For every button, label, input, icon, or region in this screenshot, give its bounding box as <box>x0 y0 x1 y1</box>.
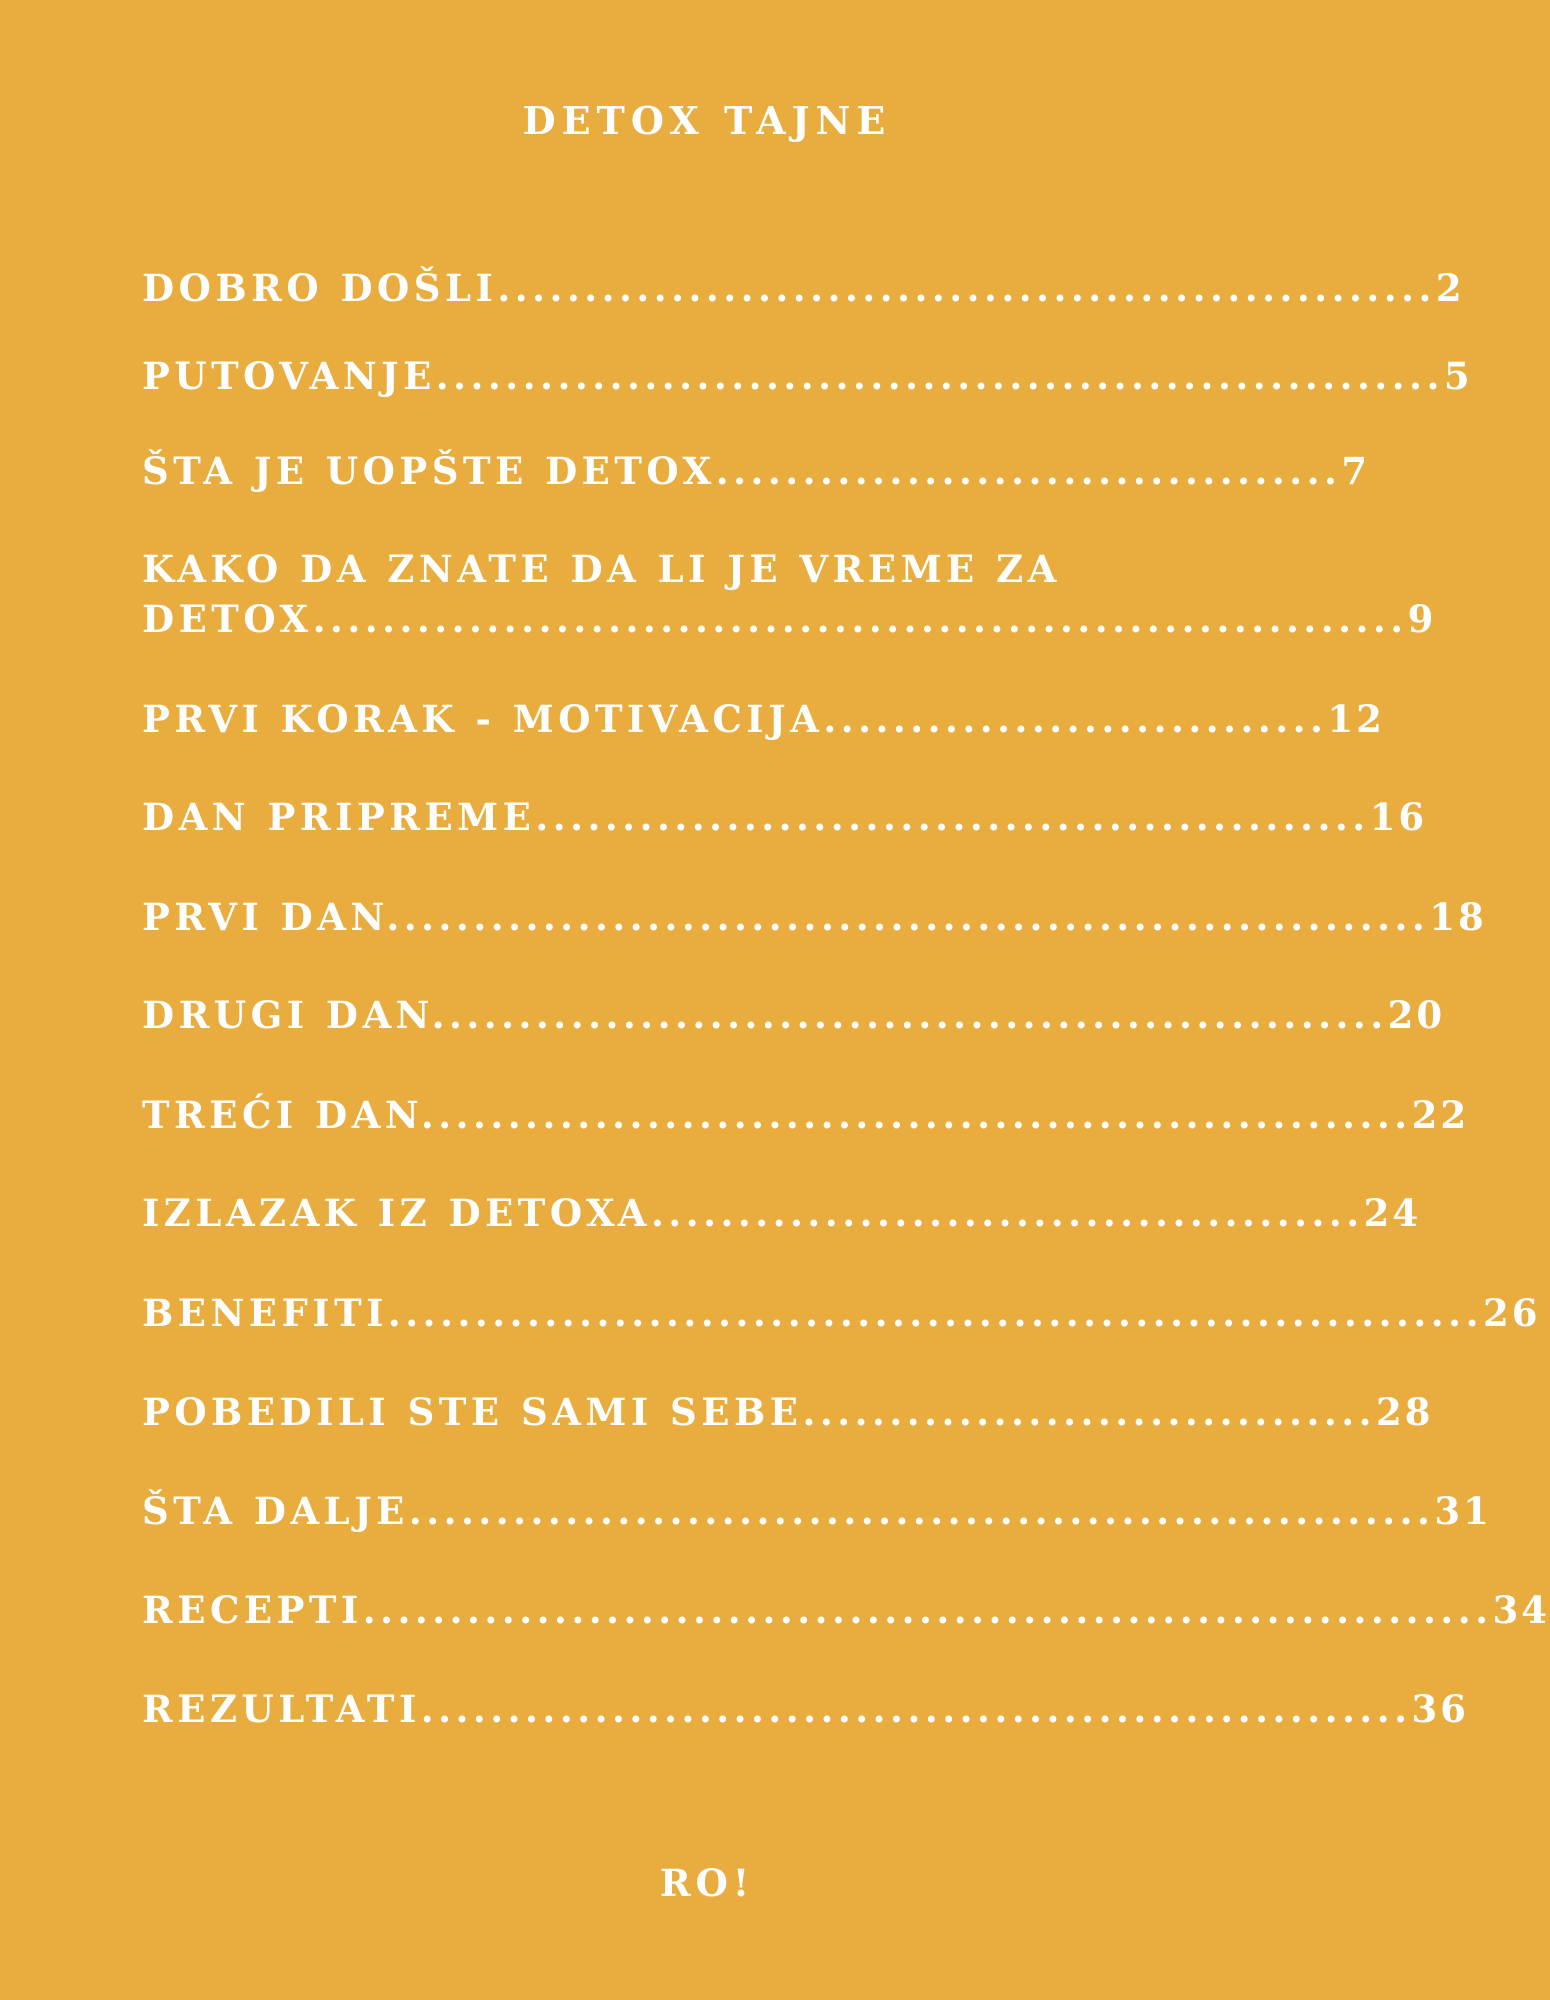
toc-leader-dots: ................................. <box>802 1390 1377 1434</box>
toc-entry-label: PUTOVANJE <box>142 354 436 398</box>
toc-page-number: 9 <box>1407 597 1437 641</box>
toc-entry-label-line1: KAKO DA ZNATE DA LI JE VREME ZA <box>142 547 1061 591</box>
toc-page-number: 22 <box>1411 1093 1470 1137</box>
toc-leader-dots: ....................................................... <box>431 993 1388 1037</box>
toc-leader-dots: ...................................................... <box>497 266 1436 310</box>
toc-page-number: 12 <box>1327 697 1385 741</box>
toc-page-number: 16 <box>1369 795 1428 839</box>
toc-leader-dots: ................................................ <box>535 795 1370 839</box>
toc-page-number: 31 <box>1434 1489 1492 1533</box>
toc-leader-dots: ......................................... <box>651 1191 1364 1235</box>
toc-page-number: 5 <box>1443 354 1473 398</box>
toc-entry-label: IZLAZAK IZ DETOXA <box>142 1191 651 1235</box>
toc-leader-dots: ......................................................... <box>420 1093 1412 1137</box>
toc-entry[interactable] <box>142 694 1385 744</box>
toc-page-number: 7 <box>1341 449 1371 493</box>
toc-entry[interactable] <box>142 263 1465 313</box>
footer-text: RO! <box>659 1861 755 1905</box>
toc-entry[interactable] <box>142 892 1487 942</box>
toc-entry-label: DETOX <box>142 597 313 641</box>
toc-leader-dots: .................................... <box>715 449 1342 493</box>
document-title: DETOX TAJNE <box>522 98 892 143</box>
toc-entry-line1[interactable] <box>142 544 1061 594</box>
toc-entry-label: POBEDILI STE SAMI SEBE <box>142 1390 803 1434</box>
toc-page-number: 28 <box>1376 1390 1434 1434</box>
toc-leader-dots: ............................................................... <box>387 1291 1483 1335</box>
toc-entry[interactable] <box>142 351 1473 401</box>
toc-entry[interactable] <box>142 1486 1492 1536</box>
toc-leader-dots: .......................................................... <box>435 354 1444 398</box>
toc-entry[interactable] <box>142 1387 1434 1437</box>
toc-page-number: 20 <box>1387 993 1446 1037</box>
toc-entry[interactable] <box>142 446 1370 496</box>
toc-entry-label: DAN PRIPREME <box>142 795 536 839</box>
toc-entry-label: PRVI DAN <box>142 895 387 939</box>
toc-page-number: 2 <box>1435 266 1465 310</box>
toc-page-number: 36 <box>1411 1687 1470 1731</box>
toc-entry-label: REZULTATI <box>142 1687 421 1731</box>
toc-entry[interactable] <box>142 1585 1550 1635</box>
toc-entry[interactable] <box>142 1188 1421 1238</box>
toc-leader-dots: ........................................................... <box>408 1489 1435 1533</box>
toc-entry-label: ŠTA DALJE <box>142 1489 409 1533</box>
toc-entry[interactable] <box>142 792 1427 842</box>
toc-entry[interactable] <box>142 1684 1469 1734</box>
toc-entry-label: PRVI KORAK - MOTIVACIJA <box>142 697 824 741</box>
toc-leader-dots: ................................................................. <box>362 1588 1493 1632</box>
toc-page-number: 34 <box>1492 1588 1550 1632</box>
toc-leader-dots: ............................................................ <box>386 895 1430 939</box>
toc-entry-label: BENEFITI <box>142 1291 388 1335</box>
toc-page-number: 24 <box>1363 1191 1422 1235</box>
toc-entry-label: RECEPTI <box>142 1588 363 1632</box>
toc-page-number: 26 <box>1482 1291 1541 1335</box>
toc-entry[interactable] <box>142 1090 1469 1140</box>
toc-entry-label: TREĆI DAN <box>142 1093 421 1137</box>
toc-entry-label: DRUGI DAN <box>142 993 432 1037</box>
toc-leader-dots: ............................. <box>823 697 1328 741</box>
toc-entry-label: ŠTA JE UOPŠTE DETOX <box>142 449 716 493</box>
toc-entry[interactable] <box>142 990 1445 1040</box>
toc-entry[interactable] <box>142 594 1436 644</box>
toc-entry-label: DOBRO DOŠLI <box>142 266 498 310</box>
toc-leader-dots: ......................................................... <box>420 1687 1412 1731</box>
toc-page-number: 18 <box>1429 895 1487 939</box>
toc-leader-dots: ............................................................... <box>312 597 1408 641</box>
toc-entry[interactable] <box>142 1288 1540 1338</box>
